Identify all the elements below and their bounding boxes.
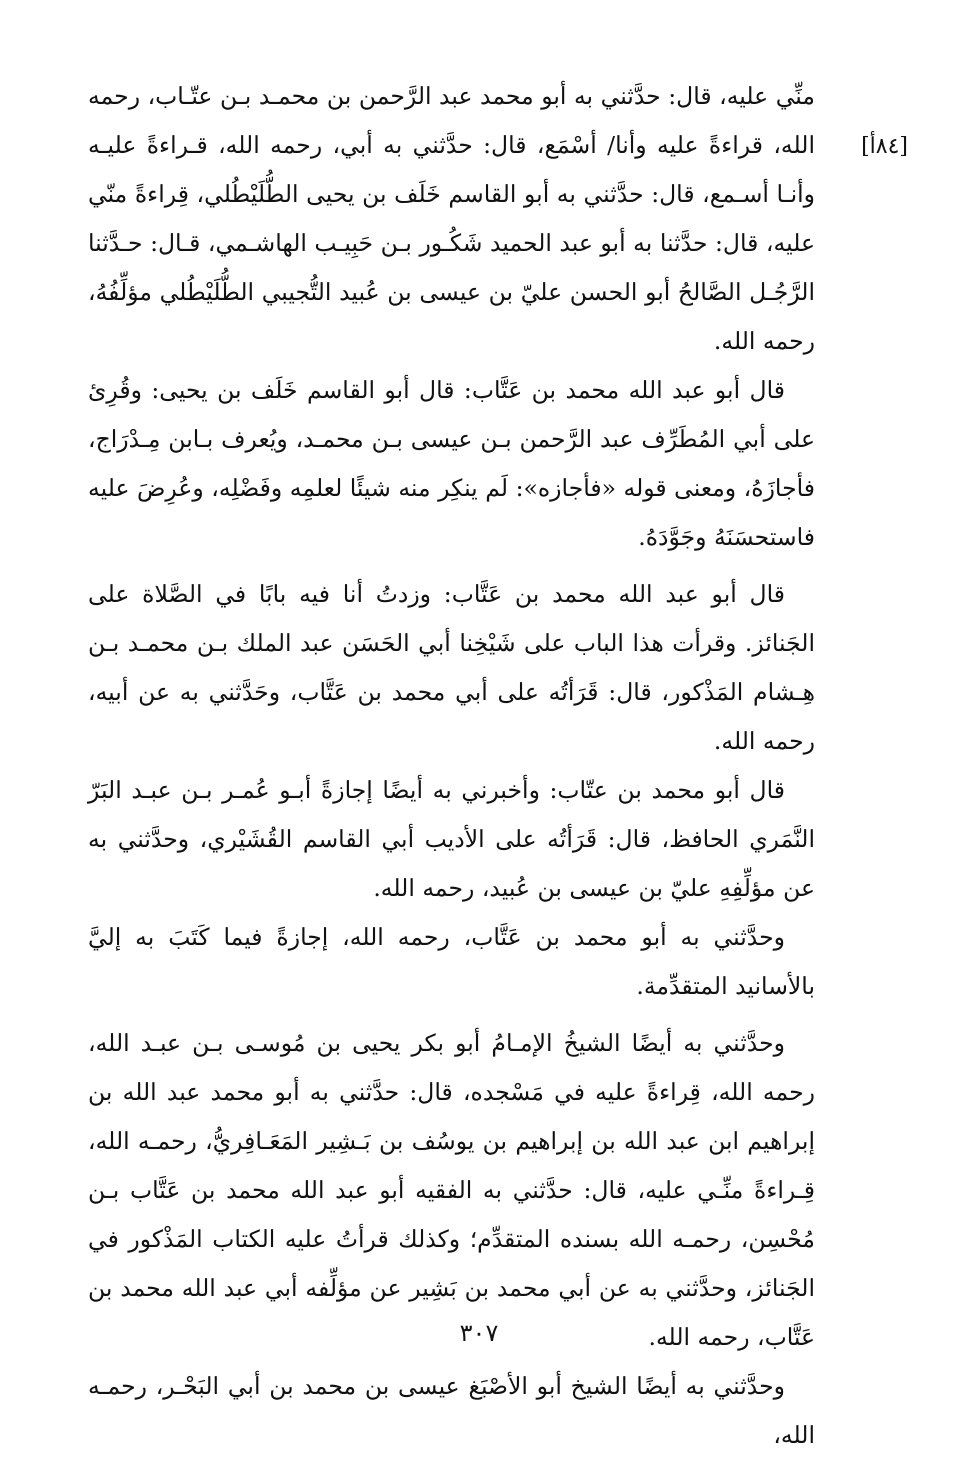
paragraph-janaiz-chapter: قال أبو عبد الله محمد بن عَتَّاب: وزدتُ أنا فيه بابًا في الصَّلاة على الجَنائز. وقرأت هذا الباب على شَيْخِنا أبي الحَسَن عبد الملك بـن محمـد بـن هِـشام المَذْكور، قال: قَرَأتُه على أبي محمد بن عَتَّاب، وحَدَّثني به عن أبيه، رحمه الله. xyxy=(88,580,815,755)
paragraph-isnad-chain: منِّي عليه، قال: حدَّثني به أبو محمد عبد الرَّحمن بن محمـد بـن عتّـاب، رحمه الله، قراءةً عليه وأنا/ أسْمَع، قال: حدَّثني به أبي، رحمه الله، قـراءةً عليـه وأنـا أسـمع، قال: حدَّثني به أبو القاسم خَلَف بن يحيى الطُّلَيْطُلي، قِراءةً منّي عليه، قال: حدَّثنا به أبو عبد الحميد شَكُـور بـن حَبِيـب الهاشـمي، قـال: حـدَّثنا الرَّجُـل الصَّالحُ أبو الحسن عليّ بن عيسى بن عُبيد التُّجيبي الطُّلَيْطُلي مؤلِّفُهُ، رحمه الله. xyxy=(88,82,815,355)
paragraph-yahya-ibn-musa: وحدَّثني به أيضًا الشيخُ الإمـامُ أبو بكر يحيى بن مُوسـى بـن عبـد الله، رحمه الله، قِراءةً عليه في مَسْجده، قال: حدَّثني به أبو محمد عبد الله بن إبراهيم ابن عبد الله بن إبراهيم بن يوسُف بن بَـشِير المَعَـافِريُّ، رحمـه الله، قِـراءةً منِّـي عليه، قال: حدَّثني به الفقيه أبو عبد الله محمد بن عَتَّاب بـن مُحْسِن، رحمـه الله بسنده المتقدِّم؛ وكذلك قرأتُ عليه الكتاب المَذْكور في الجَنائز، وحدَّثني به عن أبي محمد بن بَشِير عن مؤلِّفه أبي عبد الله محمد بن عَتَّاب، رحمه الله. xyxy=(88,1029,815,1351)
paragraph-ijaza: وحدَّثني به أبو محمد بن عَتَّاب، رحمه الله، إجازةً فيما كَتَبَ به إليَّ بالأسانيد المتقدِّمة. xyxy=(88,923,815,1000)
folio-marker: [٨٤أ] xyxy=(861,134,908,159)
body-text xyxy=(88,72,815,1460)
paragraph-ibn-attab-khalaf: قال أبو عبد الله محمد بن عَتَّاب: قال أبو القاسم خَلَف بن يحيى: وقُرِئ على أبي المُطَرِّف عبد الرَّحمن بـن عيسى بـن محمـد، ويُعرف بـابن مِـدْرَاج، فأجازَهُ، ومعنى قوله «فأجازه»: لَم ينكِر منه شيئًا لعلمِه وفَضْلِه، وعُرِضَ عليه فاستحسَنَهُ وجَوَّدَهُ. xyxy=(88,376,815,551)
paragraph-ibn-abd-al-barr: قال أبو محمد بن عتّاب: وأخبرني به أيضًا إجازةً أبـو عُمـر بـن عبـد البَرّ النَّمَري الحافظ، قال: قَرَأتُه على الأديب أبي القاسم القُشَيْري، وحدَّثني به عن مؤلِّفِهِ عليّ بن عيسى بن عُبيد، رحمه الله. xyxy=(88,776,815,902)
page-number: ٣٠٧ xyxy=(459,1319,499,1347)
paragraph-abu-al-asbagh: وحدَّثني به أيضًا الشيخ أبو الأصْبَغ عيسى بن محمد بن أبي البَحْـر، رحمـه الله، xyxy=(88,1372,815,1449)
